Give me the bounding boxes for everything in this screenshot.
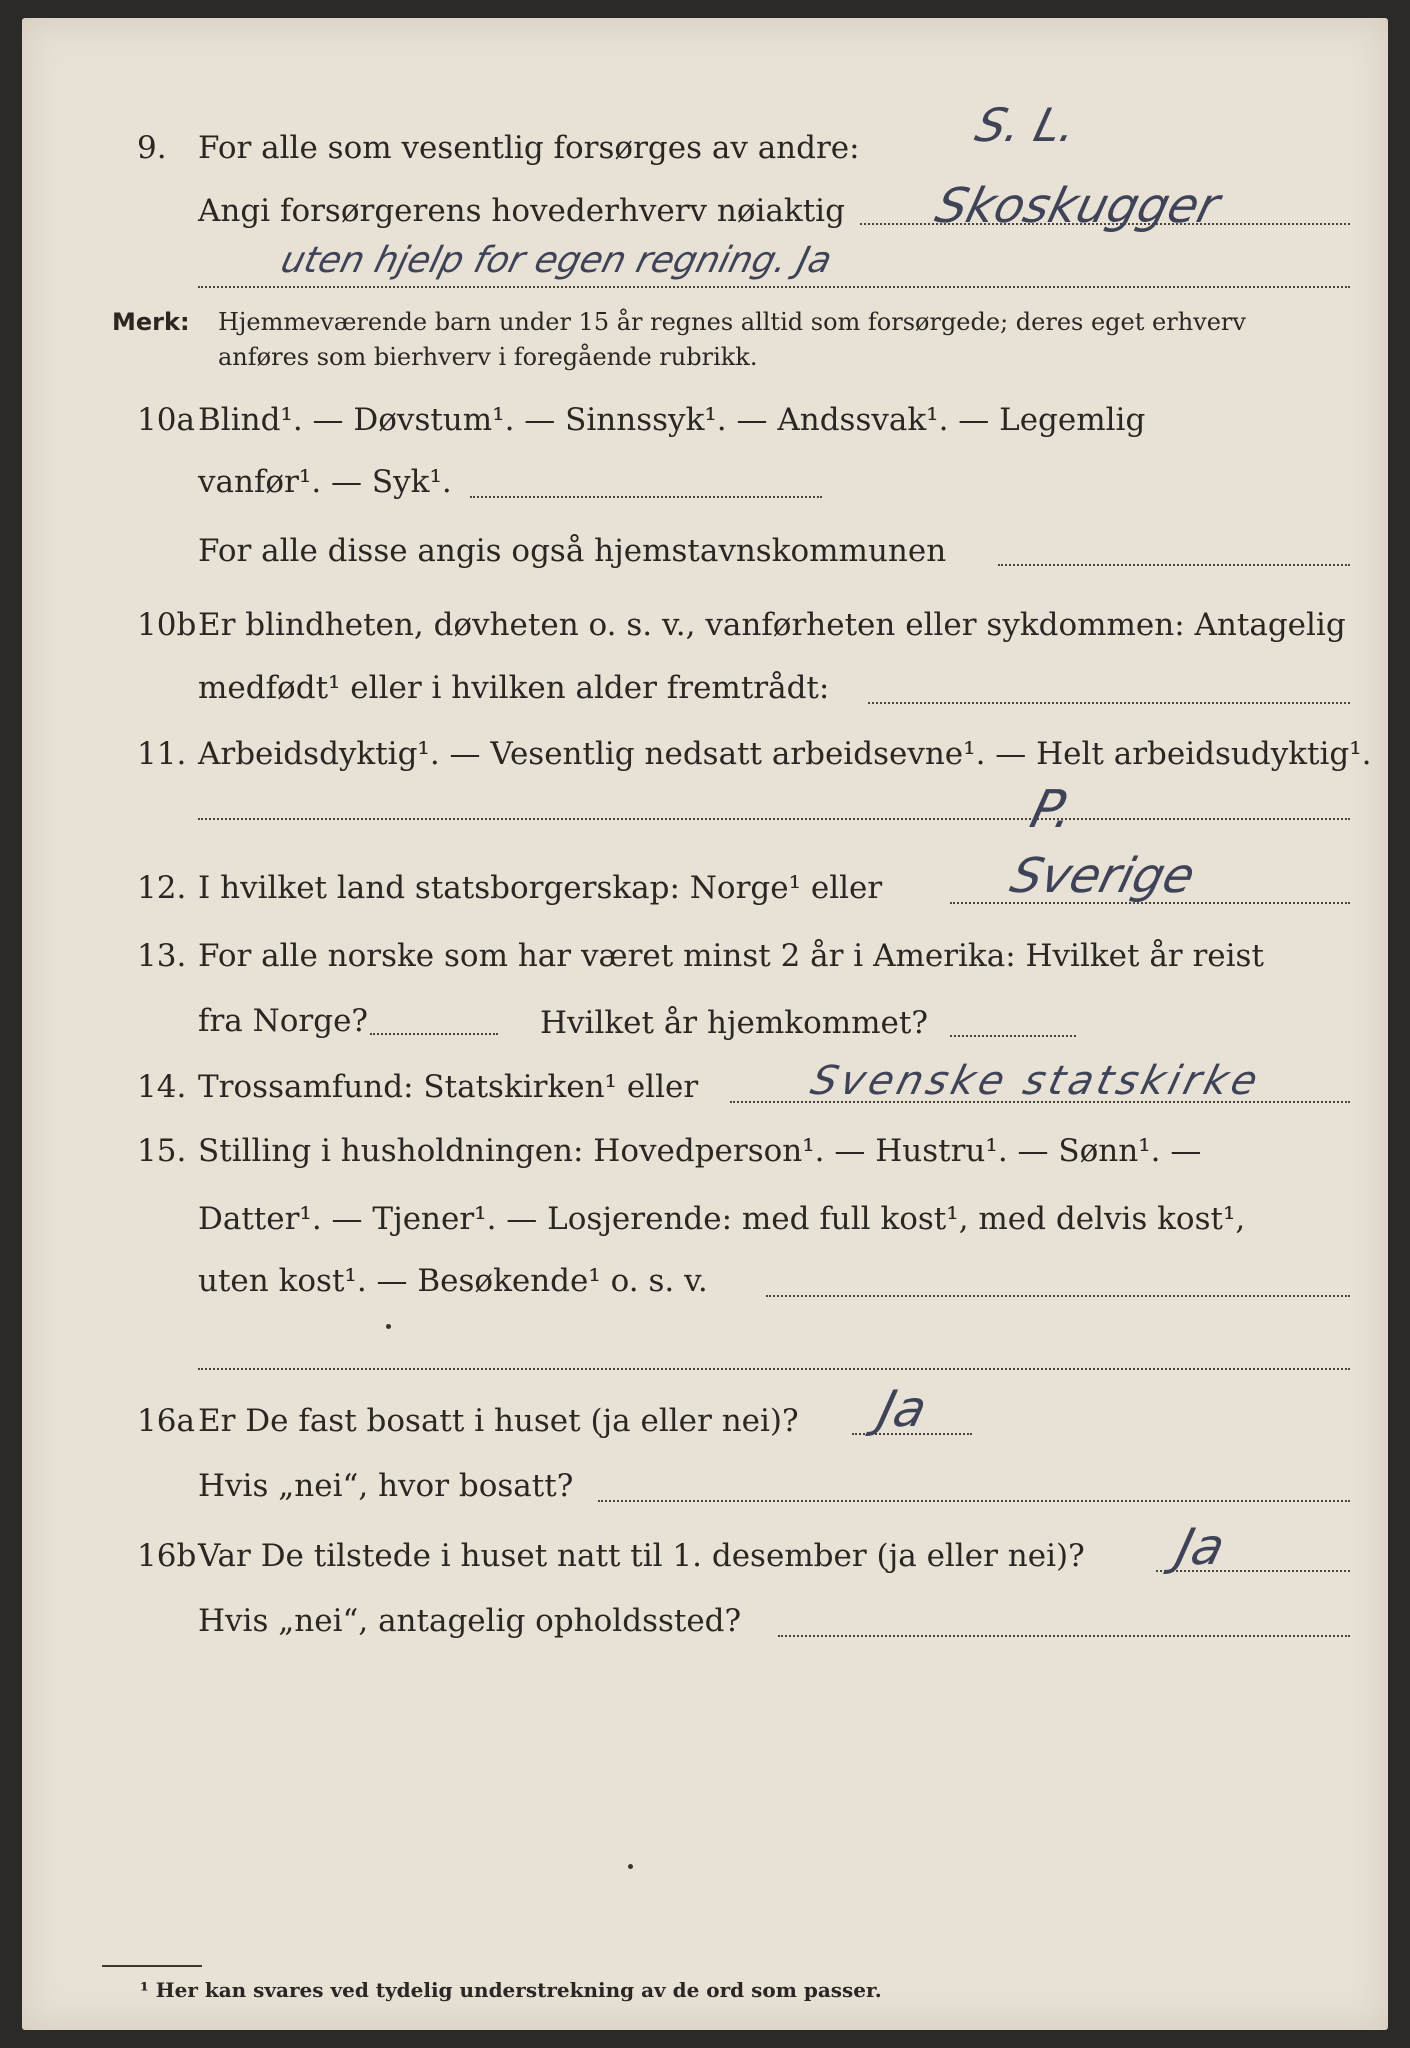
census-form-page — [22, 18, 1388, 2030]
q15-answer-line-2 — [198, 1368, 1350, 1370]
q10a-answer-line-2 — [998, 564, 1350, 566]
q13-line2b: Hvilket år hjemkommet? — [540, 1005, 928, 1041]
ink-speck-2 — [628, 1864, 633, 1869]
merk-label: Merk: — [112, 308, 190, 336]
footnote: ¹ Her kan svares ved tydelig understrekning av de ord som passer. — [140, 1978, 882, 2002]
footnote-rule — [102, 1965, 202, 1967]
q15-answer-line — [766, 1295, 1350, 1297]
q9-handwritten-top: S. L. — [970, 98, 1083, 152]
q16a-line2: Hvis „nei“, hvor bosatt? — [198, 1468, 574, 1504]
q15-line3: uten kost¹. — Besøkende¹ o. s. v. — [198, 1263, 708, 1299]
q10a-line3: For alle disse angis også hjemstavnskommunen — [198, 533, 947, 569]
q16a-handwritten: Ja — [872, 1380, 933, 1438]
q10a-line2: vanfør¹. — Syk¹. — [198, 464, 452, 500]
q15-line2: Datter¹. — Tjener¹. — Losjerende: med full kost¹, med delvis kost¹, — [198, 1201, 1246, 1237]
q11-line1: Arbeidsdyktig¹. — Vesentlig nedsatt arbeidsevne¹. — Helt arbeidsudyktig¹. — [198, 736, 1372, 772]
q13-number: 13. — [137, 938, 187, 974]
q13-line2a: fra Norge? — [198, 1003, 369, 1039]
q11-number: 11. — [137, 736, 187, 772]
q13-line1: For alle norske som har været minst 2 år i Amerika: Hvilket år reist — [198, 938, 1264, 974]
q13-year-home-line — [950, 1035, 1076, 1037]
q9-line2: Angi forsørgerens hovederhverv nøiaktig — [198, 193, 845, 229]
q16b-line1: Var De tilstede i huset natt til 1. desember (ja eller nei)? — [198, 1538, 1085, 1574]
q13-year-left-line — [370, 1033, 498, 1035]
q16a-line1: Er De fast bosatt i huset (ja eller nei)? — [198, 1403, 799, 1439]
q16a-answer-line-2 — [598, 1500, 1350, 1502]
q9-answer-line-2 — [198, 286, 1350, 288]
merk-line1: Hjemmeværende barn under 15 år regnes alltid som forsørgede; deres eget erhverv — [218, 308, 1246, 336]
q10b-answer-line — [868, 702, 1350, 704]
q9-line1: For alle som vesentlig forsørges av andre: — [198, 130, 860, 166]
q16b-handwritten: Ja — [1170, 1518, 1231, 1576]
q12-handwritten: Sverige — [1005, 848, 1201, 904]
q14-number: 14. — [137, 1069, 187, 1105]
q14-line1: Trossamfund: Statskirken¹ eller — [198, 1069, 699, 1105]
q11-handwritten: P. — [1024, 780, 1081, 840]
q16b-number: 16b — [137, 1538, 197, 1574]
q9-number: 9. — [137, 130, 167, 166]
q10b-number: 10b — [137, 607, 197, 643]
q10a-line1: Blind¹. — Døvstum¹. — Sinnssyk¹. — Andssvak¹. — Legemlig — [198, 402, 1146, 438]
ink-speck — [386, 1324, 391, 1329]
q16b-answer-line-2 — [778, 1635, 1350, 1637]
q10b-line1: Er blindheten, døvheten o. s. v., vanførheten eller sykdommen: Antagelig — [198, 607, 1346, 643]
q14-handwritten: Svenske statskirke — [806, 1058, 1267, 1104]
q15-number: 15. — [137, 1133, 187, 1169]
q10a-answer-line — [470, 496, 822, 498]
q16a-number: 16a — [137, 1403, 195, 1439]
merk-line2: anføres som bierhverv i foregående rubrikk. — [218, 343, 758, 371]
q9-handwritten-line3: uten hjelp for egen regning. Ja — [276, 240, 836, 281]
q12-line1: I hvilket land statsborgerskap: Norge¹ eller — [198, 870, 883, 906]
q12-number: 12. — [137, 870, 187, 906]
q15-line1: Stilling i husholdningen: Hovedperson¹. — Hustru¹. — Sønn¹. — — [198, 1133, 1202, 1169]
q16b-line2: Hvis „nei“, antagelig opholdssted? — [198, 1603, 742, 1639]
q9-handwritten-answer: Skoskugger — [930, 178, 1226, 234]
q11-answer-line — [198, 818, 1350, 820]
q10a-number: 10a — [137, 402, 195, 438]
q10b-line2: medfødt¹ eller i hvilken alder fremtrådt: — [198, 670, 830, 706]
